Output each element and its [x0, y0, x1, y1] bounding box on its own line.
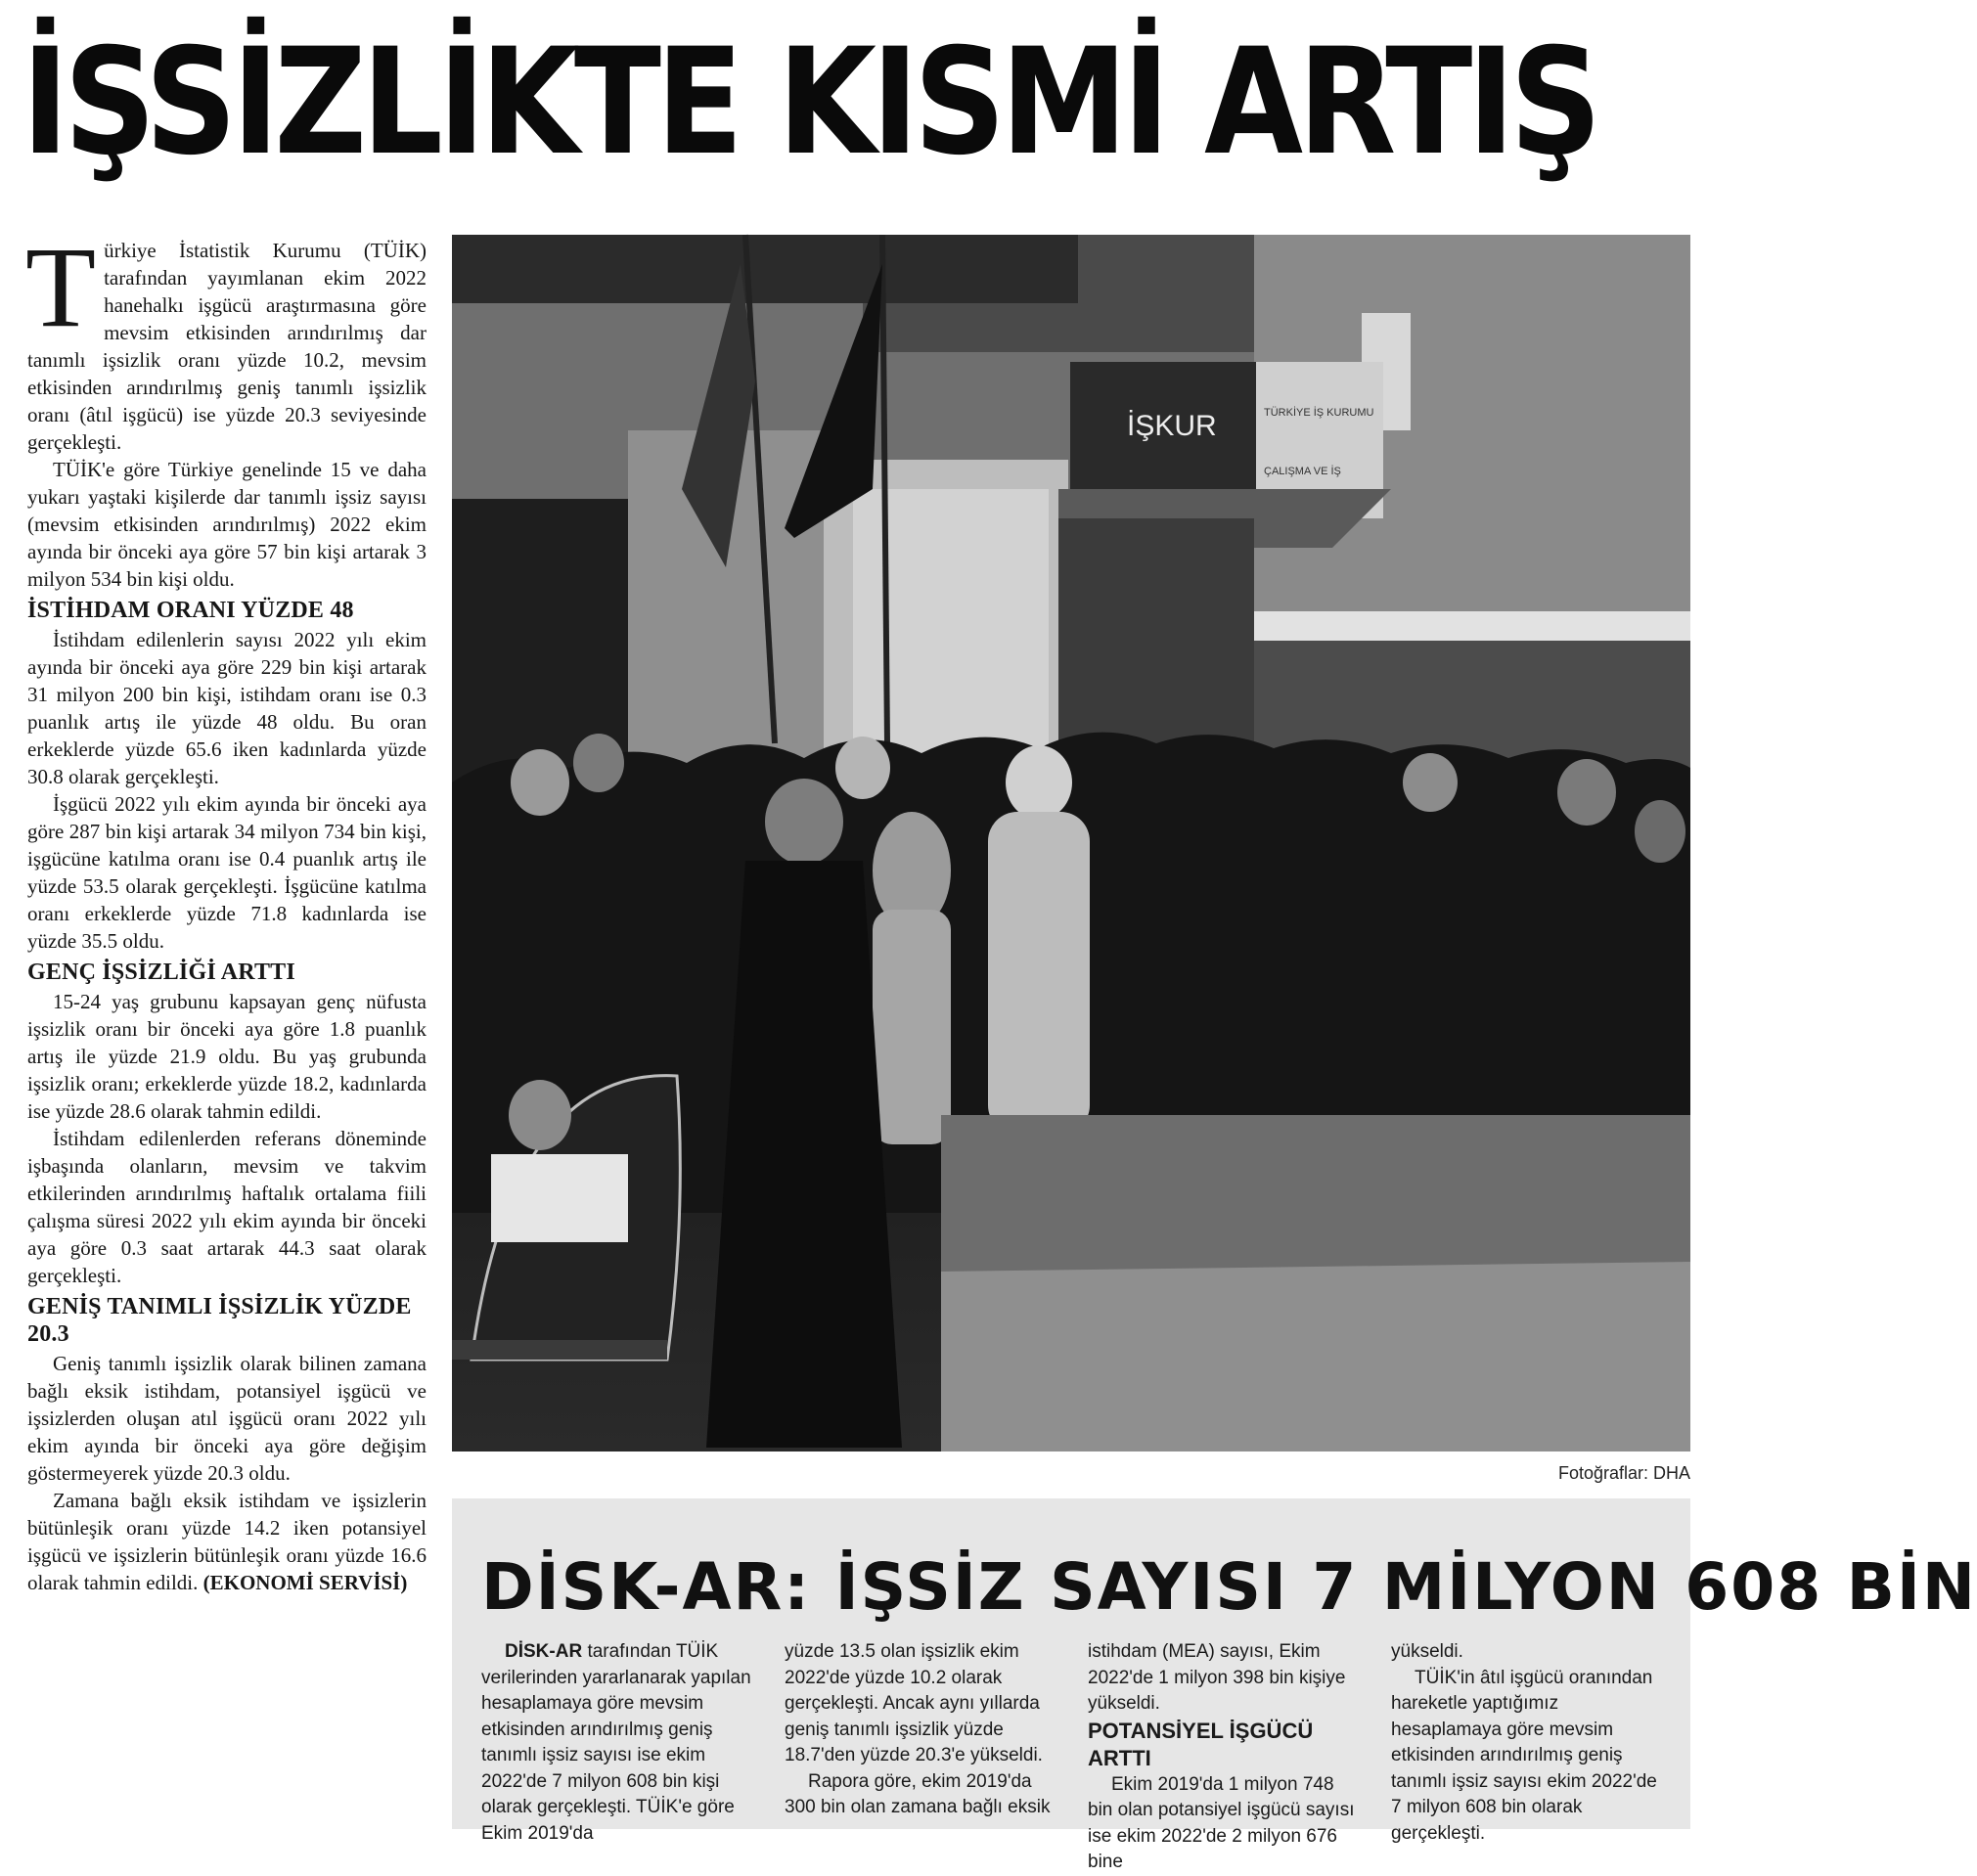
svg-text:TÜRKİYE İŞ KURUMU: TÜRKİYE İŞ KURUMU	[1264, 407, 1374, 419]
box-paragraph: yükseldi.	[1391, 1641, 1463, 1662]
article-paragraph: Zamana bağlı eksik istihdam ve işsizlerin bütünleşik oranı yüzde 14.2 iken potansiyel işgücü ve işsizlerin bütünleşik oranı yüzde 16.6 olarak tahmin edildi. (EKONOMİ SERVİSİ)	[27, 1489, 427, 1594]
article-paragraph: İşgücü 2022 yılı ekim ayında bir önceki aya göre 287 bin kişi artarak 34 milyon 734 bin kişi, işgücüne katılma oranı ise 0.4 puanlık artış ile yüzde 53.5 olarak gerçekleşti. İşgücüne katılma oranı erkeklerde yüzde 71.8 kadınlarda ise yüzde 35.5 oldu.	[27, 792, 427, 953]
photo-caption: Fotoğraflar: DHA	[1557, 1463, 1690, 1483]
box-headline: DİSK-AR: İŞSİZ SAYISI 7 MİLYON 608 BİN	[481, 1549, 1977, 1625]
box-paragraph: Rapora göre, ekim 2019'da 300 bin olan zamana bağlı eksik	[785, 1770, 1051, 1817]
svg-text:ÇALIŞMA VE İŞ: ÇALIŞMA VE İŞ	[1264, 466, 1341, 477]
article-paragraph: İstihdam edilenlerden referans döneminde işbaşında olanların, mevsim ve takvim etkilerinden arındırılmış haftalık ortalama fiili çalışma süresi 2022 yılı ekim ayında bir önceki aya göre 0.3 saat artarak 44.3 saat olarak gerçekleşti.	[27, 1127, 427, 1287]
article-paragraph: Geniş tanımlı işsizlik olarak bilinen zamana bağlı eksik istihdam, potansiyel işgücü ve işsizlerden oluşan atıl işgücü oranı 2022 yılı ekim ayında bir önceki aya göre değişim göstermeyerek yüzde 20.3 oldu.	[27, 1352, 427, 1485]
news-photo	[452, 235, 1690, 1452]
subheading-youth: GENÇ İŞSİZLİĞİ ARTTI	[27, 960, 295, 985]
box-columns	[481, 1639, 1665, 1872]
iskur-sign: İŞKUR	[1127, 410, 1217, 442]
drop-cap: T	[25, 223, 97, 351]
headline: İŞSİZLİKTE KISMİ ARTIŞ	[22, 18, 1597, 188]
byline: (EKONOMİ SERVİSİ)	[202, 1571, 408, 1594]
main-article	[25, 223, 427, 1821]
lead-paragraph: Türkiye İstatistik Kurumu (TÜİK) tarafından yayımlanan ekim 2022 hanehalkı işgücü araştırmasına göre mevsim etkisinden arındırılmış dar tanımlı işsizlik oranı yüzde 10.2, mevsim etkisinden arındırılmış geniş tanımlı işsizlik oranı (âtıl işgücü) ise yüzde 20.3 seviyesinde gerçekleşti.	[25, 223, 427, 454]
box-subheading: POTANSİYEL İŞGÜCÜ ARTTI	[1088, 1718, 1314, 1770]
box-paragraph: istihdam (MEA) sayısı, Ekim 2022'de 1 milyon 398 bin kişiye yükseldi.	[1088, 1641, 1346, 1714]
subheading-employment: İSTİHDAM ORANI YÜZDE 48	[27, 598, 354, 623]
sidebar-box	[452, 1498, 1977, 1872]
box-column-1	[481, 1639, 755, 1844]
article-paragraph: 15-24 yaş grubunu kapsayan genç nüfusta işsizlik oranı bir önceki aya göre 1.8 puanlık artış ile yüzde 21.9 oldu. Bu yaş grubunda işsizlik oranı; erkeklerde yüzde 18.2, kadınlarda ise yüzde 28.6 olarak tahmin edildi.	[27, 990, 427, 1123]
box-paragraph: TÜİK'in âtıl işgücü oranından hareketle yaptığımız hesaplamaya göre mevsim etkisinden arındırılmış geniş tanımlı işsiz sayısı ekim 2022'de 7 milyon 608 bin olarak gerçekleşti.	[1391, 1667, 1657, 1844]
photo-illustration	[452, 235, 1690, 1452]
article-paragraph: TÜİK'e göre Türkiye genelinde 15 ve daha yukarı yaştaki kişilerde dar tanımlı işsiz sayısı (mevsim etkisinden arındırılmış) 2022 ekim ayında bir önceki aya göre 57 bin kişi artarak 3 milyon 534 bin kişi oldu.	[27, 458, 427, 591]
subheading-broad-unemployment: GENİŞ TANIMLI İŞSİZLİK YÜZDE 20.3	[27, 1294, 412, 1347]
article-paragraph: İstihdam edilenlerin sayısı 2022 yılı ekim ayında bir önceki aya göre 229 bin kişi artarak 31 milyon 200 bin kişi, istihdam oranı ise 0.3 puanlık artış ile yüzde 48 oldu. Bu oran erkeklerde yüzde 65.6 iken kadınlarda yüzde 30.8 olarak gerçekleşti.	[27, 628, 427, 788]
box-column-4	[1391, 1639, 1665, 1844]
box-column-2	[785, 1639, 1058, 1829]
box-paragraph: DİSK-AR tarafından TÜİK verilerinden yararlanarak yapılan hesaplamaya göre mevsim etkisinden arındırılmış geniş tanımlı işsiz sayısı ise ekim 2022'de 7 milyon 608 bin kişi olarak gerçekleşti. TÜİK'e göre Ekim 2019'da	[481, 1641, 751, 1844]
box-column-3	[1088, 1639, 1362, 1872]
box-paragraph: Ekim 2019'da 1 milyon 748 bin olan potansiyel işgücü sayısı ise ekim 2022'de 2 milyon 676 bine	[1088, 1773, 1355, 1872]
box-paragraph: yüzde 13.5 olan işsizlik ekim 2022'de yüzde 10.2 olarak gerçekleşti. Ancak aynı yıllarda geniş tanımlı işsizlik yüzde 18.7'den yüzde 20.3'e yükseldi.	[785, 1641, 1043, 1765]
